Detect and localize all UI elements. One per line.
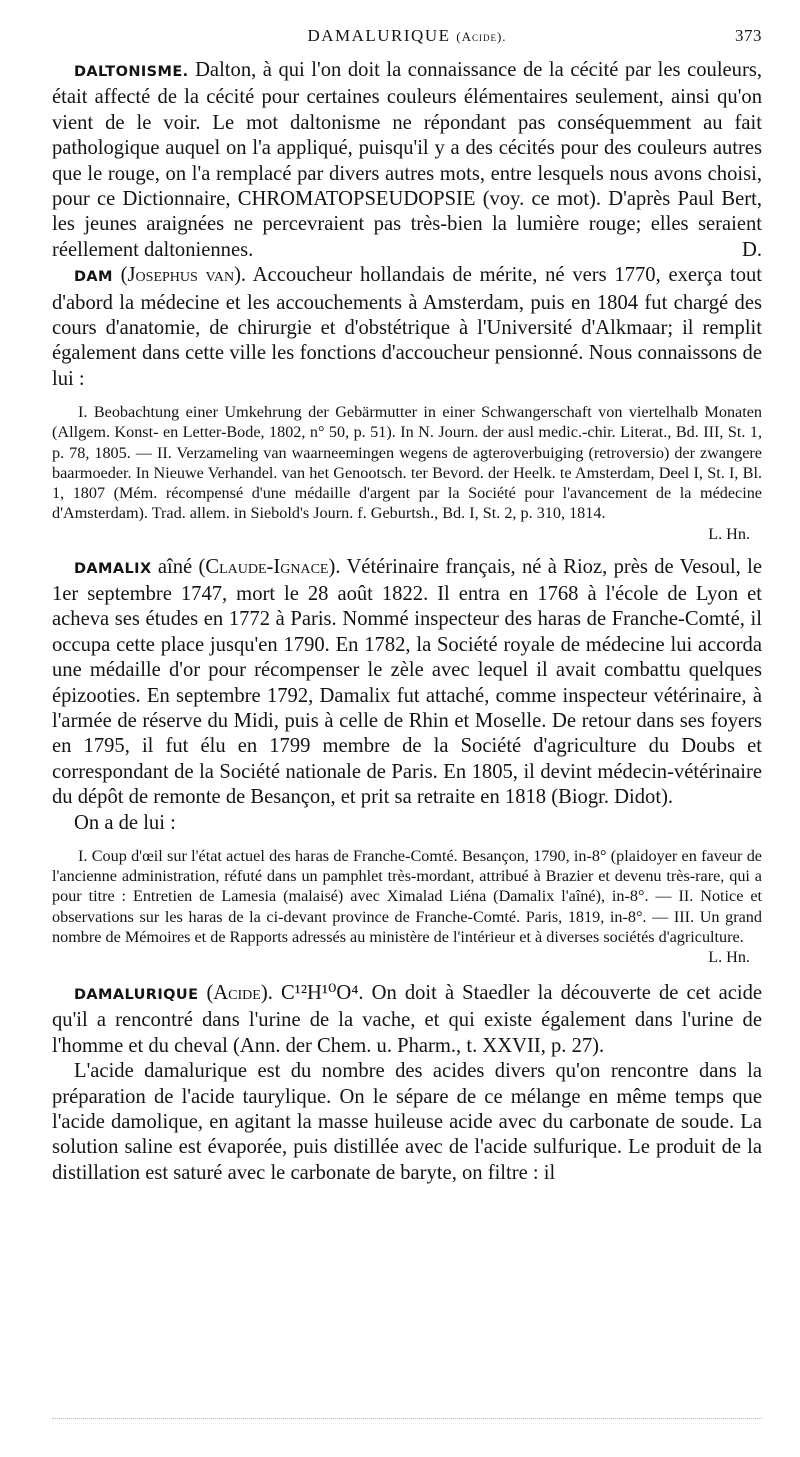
entry-daltonisme xyxy=(52,58,762,263)
entry-paragraph: L'acide damalurique est du nombre des acides divers qu'on rencontre dans la préparation de l'acide taurylique. On le sépare de ce mélange en même temps que l'acide damolique, en agitant la masse huileuse acide avec du carbonate de soude. La solution saline est évaporée, puis distillée avec de l'acide sulfurique. Le produit de la distillation est saturé avec le carbonate de baryte, on filtre : il xyxy=(52,1060,762,1184)
entry-damalix xyxy=(52,555,762,811)
running-head-title: DAMALURIQUE xyxy=(307,26,451,45)
name-prefix: aîné xyxy=(157,555,193,578)
bibliography: I. Coup d'œil sur l'état actuel des haras de Franche-Comté. Besançon, 1790, in-8° (plaidoyer en faveur de l'ancienne administration, réfuté dans un pamphlet très-mordant, attribué à Brazier et devenu très-rare, qui a pour titre : Entretien de Lamesia (malaisé) avec Ximalad Liéna (Damalix l'aîné), in-8°. — II. Notice et observations sur les haras de la ci-devant province de Franche-Comté. Paris, 1819, in-8°. — III. Un grand nombre de Mémoires et de Rapports adressés au ministère de l'intérieur et à diverses sociétés d'agriculture. xyxy=(52,846,762,946)
author-signature: D. xyxy=(741,238,762,261)
bottom-rule xyxy=(52,1418,762,1419)
entry-qualifier: (Acide). xyxy=(206,981,273,1004)
running-head xyxy=(52,26,762,58)
chemical-formula: C¹²H¹⁰O⁴. xyxy=(280,981,364,1004)
author-signature: L. Hn. xyxy=(708,947,750,966)
entry-text: Vétérinaire français, né à Rioz, près de Vesoul, le 1er septembre 1747, mort le 28 août 1822. Il entra en 1768 à l'école de Lyon et acheva ses études en 1772 à Paris. Nommé inspecteur des haras de Franche-Comté, il occupa cette place jusqu'en 1790. En 1782, la Société royale de médecine lui accorda une médaille d'or pour récompenser le zèle avec lequel il avait combattu quelques épizooties. En septembre 1792, Damalix fut attaché, comme inspecteur vétérinaire, à l'armée de réserve du Midi, puis à celle de Rhin et Moselle. De retour dans ses foyers en 1795, il fut élu en 1799 membre de la Société d'agriculture du Doubs et correspondant de la Société nationale de Paris. En 1805, il devint médecin-vétérinaire du dépôt de remonte de Besançon, et prit sa retraite en 1818 (Biogr. Didot). xyxy=(52,555,762,809)
author-signature: L. Hn. xyxy=(708,524,750,543)
entry-dam xyxy=(52,263,762,392)
running-head-subtitle: (Acide). xyxy=(456,29,507,44)
headword: DAMALIX xyxy=(74,560,152,577)
headword: DALTONISME. xyxy=(74,64,189,80)
bibliography-intro: On a de lui : xyxy=(74,811,176,834)
entry-text: Dalton, à qui l'on doit la connaissance de la cécité par les couleurs, était affecté de la cécité pour certaines couleurs élémentaires seulement, ainsi qu'on vient de le voir. Le mot daltonisme ne répondant pas conséquemment au fait pathologique auquel on l'a appliqué, puisqu'il y a des cécités pour des couleurs autres que le rouge, on l'a remplacé par divers autres mots, entre lesquels nous avons choisi, pour ce Dictionnaire, CHROMATOPSEUDOPSIE (voy. ce mot). D'après Paul Bert, les jeunes araignées ne percevraient pas très-bien la lumière rouge; elles seraient réellement daltoniennes. xyxy=(52,59,762,261)
headword: DAM xyxy=(74,269,113,286)
person-name: (Claude-Ignace). xyxy=(198,555,341,578)
headword: DAMALURIQUE xyxy=(74,986,199,1003)
entry-damalurique xyxy=(52,981,762,1059)
bibliography: I. Beobachtung einer Umkehrung der Gebärmutter in einer Schwangerschaft von viertelhalb Monaten (Allgem. Konst- en Letter-Bode, 1802, n° 50, p. 51). In N. Journ. der ausl medic.-chir. Literat., Bd. III, St. 1, p. 78, 1805. — II. Verzameling van waarneemingen wegens de agteroverbuiging (retroversio) der zwangere baarmoeder. In Nieuwe Verhandel. van het Genootsch. ter Bevord. der Heelk. te Amsterdam, Deel I, St. I, Bl. 1, 1807 (Mém. récompensé d'une médaille d'argent par la Société pour l'avancement de la médecine d'Amsterdam). Trad. allem. in Siebold's Journ. f. Geburtsh., Bd. I, St. 2, p. 310, 1814. xyxy=(52,403,762,523)
entry-text: On doit à Staedler la découverte de cet acide qu'il a rencontré dans l'urine de la vache, et qui existe également dans l'urine de l'homme et du cheval (Ann. der Chem. u. Pharm., t. XXVII, p. 27). xyxy=(52,981,763,1057)
person-name: (Josephus van). xyxy=(120,264,247,287)
entry-text: Accoucheur hollandais de mérite, né vers 1770, exerça tout d'abord la médecine et les accouchements à Amsterdam, puis en 1804 fut chargé des cours d'anatomie, de chirurgie et d'obstétrique à l'Université d'Alkmaar; il remplit également dans cette ville les fonctions d'accoucheur pensionné. Nous connaissons de lui : xyxy=(52,264,763,390)
page-number: 373 xyxy=(735,26,762,45)
